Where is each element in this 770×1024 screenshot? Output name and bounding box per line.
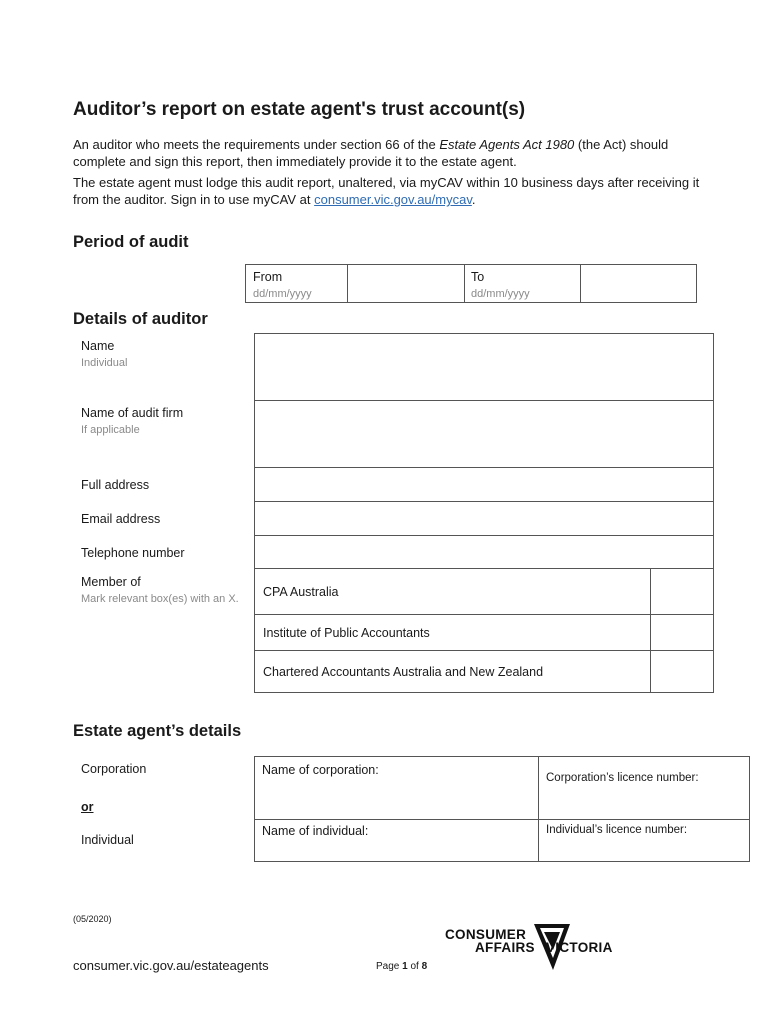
audit-firm-field[interactable] <box>254 400 714 468</box>
footer-url: consumer.vic.gov.au/estateagents <box>73 958 269 973</box>
agent-heading: Estate agent’s details <box>73 722 242 740</box>
corp-name-label: Name of corporation: <box>262 763 379 777</box>
membership-label: Institute of Public Accountants <box>263 626 430 640</box>
period-table <box>245 264 697 303</box>
logo-line-1: CONSUMER <box>445 927 527 942</box>
address-label: Full address <box>81 478 150 492</box>
corporation-label: Corporation <box>81 762 147 776</box>
address-field[interactable] <box>254 467 714 502</box>
firm-hint: If applicable <box>81 424 140 436</box>
or-label: or <box>81 800 94 814</box>
membership-row <box>254 568 714 615</box>
member-label: Member of <box>81 575 141 589</box>
ipa-checkbox[interactable] <box>650 615 714 650</box>
membership-row <box>254 614 714 651</box>
to-label: To <box>471 270 485 284</box>
cpa-checkbox[interactable] <box>650 569 714 614</box>
corporation-name-field[interactable] <box>254 756 539 820</box>
caanz-checkbox[interactable] <box>650 651 714 692</box>
to-label-cell <box>464 264 581 303</box>
page-number <box>376 961 427 972</box>
email-field[interactable] <box>254 501 714 536</box>
phone-field[interactable] <box>254 535 714 569</box>
consumer-affairs-victoria-logo <box>444 924 624 972</box>
ind-licence-label: Individual’s licence number: <box>546 824 688 836</box>
period-heading: Period of audit <box>73 233 189 251</box>
agent-table <box>254 756 750 862</box>
auditor-name-field[interactable] <box>254 333 714 401</box>
intro-text: The estate agent must lodge this audit report, unaltered, via myCAV within 10 business days after receiving it from the auditor. Sign in to use myCAV at <box>73 175 700 207</box>
email-label: Email address <box>81 512 161 526</box>
intro-paragraph-2 <box>73 174 713 208</box>
to-placeholder: dd/mm/yyyy <box>471 288 530 300</box>
page-title: Auditor’s report on estate agent's trust account(s) <box>73 99 526 120</box>
member-hint: Mark relevant box(es) with an X. <box>81 593 239 605</box>
mycav-link[interactable]: consumer.vic.gov.au/mycav <box>314 192 472 207</box>
logo-line-2: AFFAIRS <box>475 940 535 955</box>
from-label: From <box>253 270 283 284</box>
page-prefix: Page <box>376 961 403 972</box>
form-version: (05/2020) <box>73 914 112 924</box>
auditor-heading: Details of auditor <box>73 310 208 328</box>
act-name: Estate Agents Act 1980 <box>439 137 575 152</box>
intro-paragraph-1 <box>73 136 713 170</box>
from-label-cell <box>245 264 348 303</box>
individual-name-field[interactable] <box>254 819 539 862</box>
corporation-licence-field[interactable] <box>538 756 750 820</box>
corp-licence-label: Corporation’s licence number: <box>546 772 699 784</box>
page-total: 8 <box>421 961 428 972</box>
logo-line-3: VICTORIA <box>546 940 613 955</box>
from-placeholder: dd/mm/yyyy <box>253 288 312 300</box>
page-current: 1 <box>402 961 408 972</box>
individual-label: Individual <box>81 833 134 847</box>
name-label: Name <box>81 339 115 353</box>
intro-text: An auditor who meets the requirements under section 66 of the <box>73 137 440 152</box>
ind-name-label: Name of individual: <box>262 824 369 838</box>
phone-label: Telephone number <box>81 546 185 560</box>
intro-text: . <box>471 192 476 207</box>
membership-row <box>254 650 714 693</box>
membership-label: Chartered Accountants Australia and New Zealand <box>263 665 544 679</box>
membership-label: CPA Australia <box>263 585 339 599</box>
from-date-input[interactable] <box>347 264 465 303</box>
name-hint: Individual <box>81 357 128 369</box>
to-date-input[interactable] <box>580 264 697 303</box>
membership-table <box>254 568 714 693</box>
intro-text: (the Act) should complete and sign this report, then immediately provide it to the estate agent. <box>73 137 669 169</box>
firm-label: Name of audit firm <box>81 406 184 420</box>
page-of: of <box>407 961 422 972</box>
individual-licence-field[interactable] <box>538 819 750 862</box>
